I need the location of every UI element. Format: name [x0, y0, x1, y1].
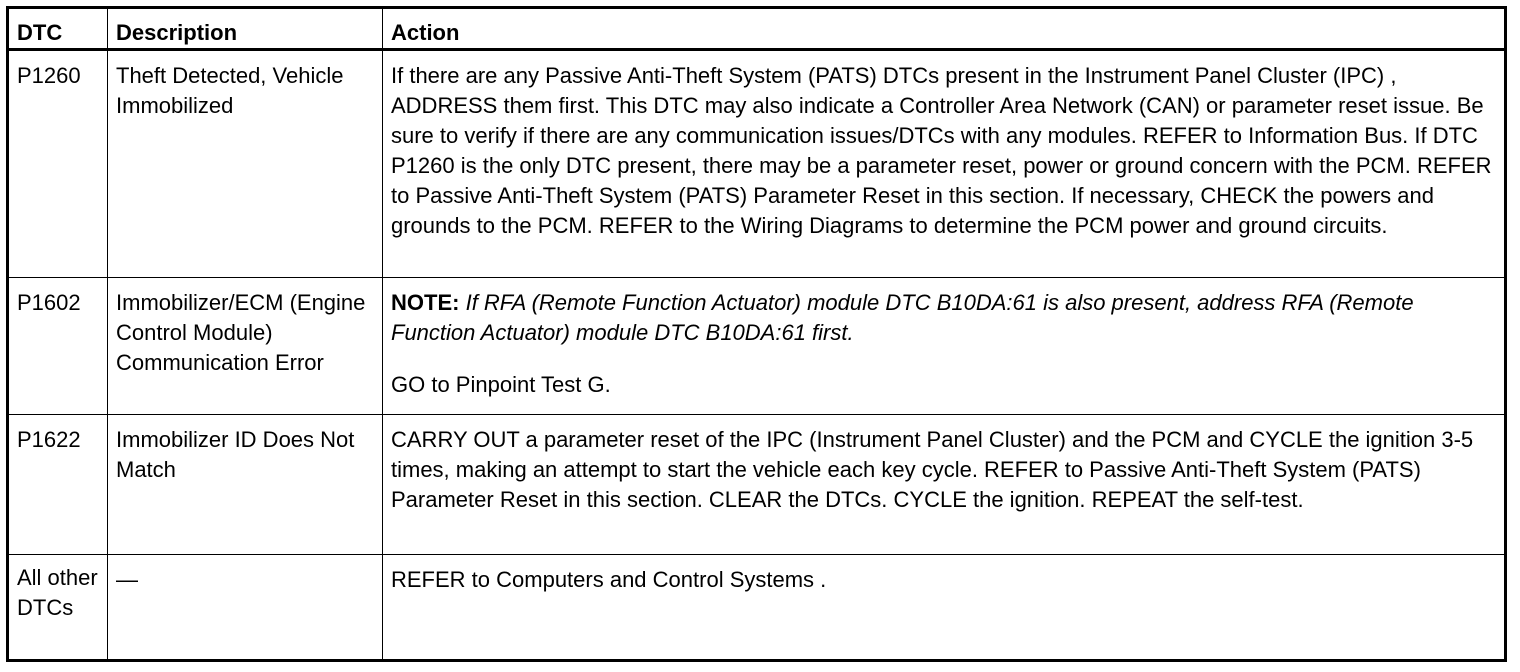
dtc-code: All other DTCs — [8, 555, 108, 661]
dtc-action: CARRY OUT a parameter reset of the IPC (Instrument Panel Cluster) and the PCM and CYCLE the ignition 3-5 times, making an attempt to start the vehicle each key cycle. REFER to Passive Anti-Theft System (PATS) Parameter Reset in this section. CLEAR the DTCs. CYCLE the ignition. REPEAT the self-test. — [383, 415, 1506, 555]
table-row — [8, 415, 1506, 555]
table-row — [8, 555, 1506, 661]
dtc-description: Theft Detected, Vehicle Immobilized — [108, 50, 383, 278]
table-row — [8, 50, 1506, 278]
dtc-code: P1260 — [8, 50, 108, 278]
dtc-table — [6, 6, 1507, 662]
dtc-code: P1602 — [8, 278, 108, 415]
header-dtc: DTC — [8, 8, 108, 50]
note-text: If RFA (Remote Function Actuator) module DTC B10DA:61 is also present, address RFA (Remote Function Actuator) module DTC B10DA:61 first. — [391, 290, 1414, 345]
note-label: NOTE: — [391, 290, 460, 315]
table-header-row — [8, 8, 1506, 50]
dtc-action: REFER to Computers and Control Systems . — [383, 555, 1506, 661]
header-description: Description — [108, 8, 383, 50]
dtc-action: If there are any Passive Anti-Theft System (PATS) DTCs present in the Instrument Panel Cluster (IPC) , ADDRESS them first. This DTC may also indicate a Controller Area Network (CAN) or parameter reset issue. Be sure to verify if there are any communication issues/DTCs with any modules. REFER to Information Bus. If DTC P1260 is the only DTC present, there may be a parameter reset, power or ground concern with the PCM. REFER to Passive Anti-Theft System (PATS) Parameter Reset in this section. If necessary, CHECK the powers and grounds to the PCM. REFER to the Wiring Diagrams to determine the PCM power and ground circuits. — [383, 50, 1506, 278]
dtc-action: GO to Pinpoint Test G. — [391, 372, 611, 397]
paragraph-gap — [391, 348, 1496, 370]
dtc-description: — — [108, 555, 383, 661]
note-block — [391, 288, 1496, 348]
dtc-code: P1622 — [8, 415, 108, 555]
table-row — [8, 278, 1506, 415]
dtc-action-cell — [383, 278, 1506, 415]
dtc-description: Immobilizer ID Does Not Match — [108, 415, 383, 555]
header-action: Action — [383, 8, 1506, 50]
dtc-description: Immobilizer/ECM (Engine Control Module) Communication Error — [108, 278, 383, 415]
